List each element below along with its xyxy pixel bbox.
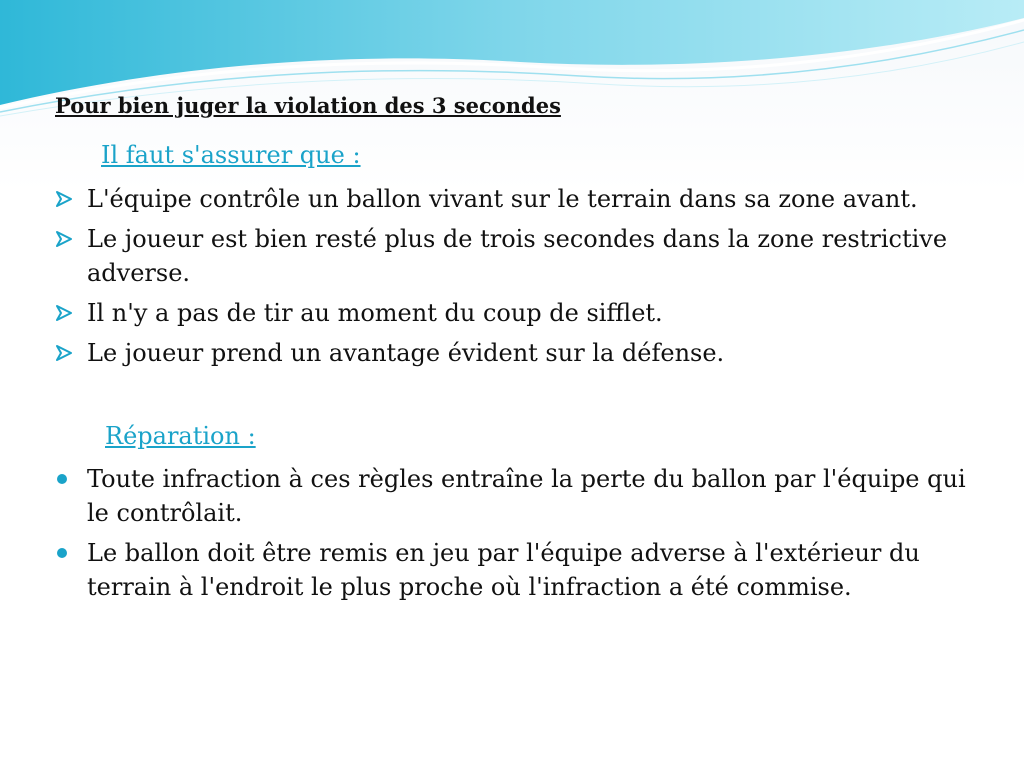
arrow-bullet-icon [55, 222, 79, 256]
list-item [55, 336, 995, 370]
reparation-list [55, 462, 995, 610]
slide-title: Pour bien juger la violation des 3 secondes [55, 93, 561, 118]
bullet-text: Il n'y a pas de tir au moment du coup de sifflet. [87, 299, 663, 327]
dot-bullet-icon [55, 462, 79, 496]
arrow-bullet-icon [55, 182, 79, 216]
bullet-text: Le ballon doit être remis en jeu par l'équipe adverse à l'extérieur du terrain à l'endroit le plus proche où l'infraction a été commise. [87, 539, 920, 601]
arrow-bullet-icon [55, 336, 79, 370]
conditions-list [55, 182, 995, 376]
list-item [55, 296, 995, 330]
list-item [55, 182, 995, 216]
list-item [55, 536, 995, 604]
dot-bullet-icon [55, 536, 79, 570]
list-item [55, 222, 995, 290]
bullet-text: Le joueur prend un avantage évident sur la défense. [87, 339, 725, 367]
bullet-text: L'équipe contrôle un ballon vivant sur le terrain dans sa zone avant. [87, 185, 918, 213]
section-heading-reparation: Réparation : [105, 422, 256, 450]
bullet-text: Toute infraction à ces règles entraîne la perte du ballon par l'équipe qui le contrôlait. [87, 465, 966, 527]
section-heading-conditions: Il faut s'assurer que : [101, 141, 361, 169]
list-item [55, 462, 995, 530]
arrow-bullet-icon [55, 296, 79, 330]
bullet-text: Le joueur est bien resté plus de trois secondes dans la zone restrictive adverse. [87, 225, 948, 287]
